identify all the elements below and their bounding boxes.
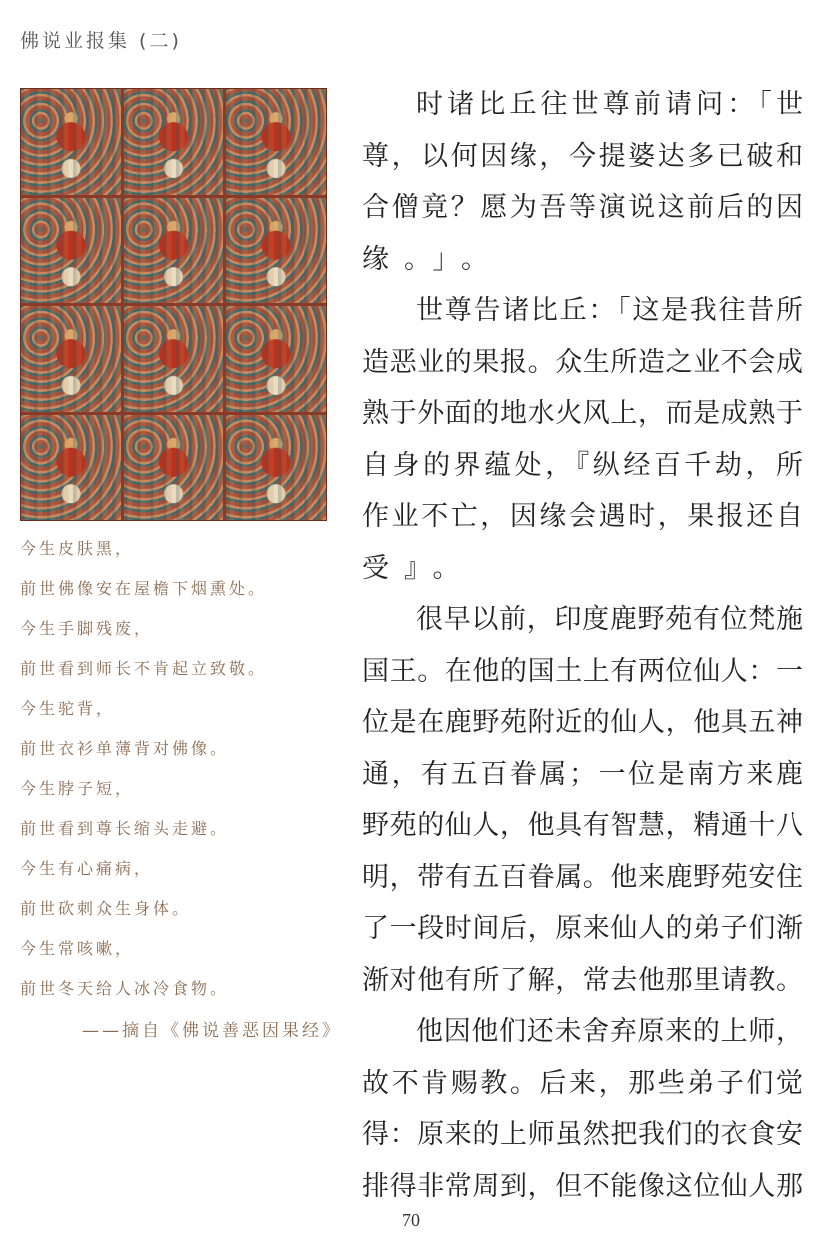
text-line: 世尊告诸比丘：「这是我往昔所 xyxy=(416,295,803,326)
text-line: 得：原来的上师虽然把我们的衣食安 xyxy=(362,1119,803,1150)
text-line: 国王。在他的国土上有两位仙人：一 xyxy=(362,655,803,687)
painting-panel xyxy=(124,306,224,412)
painting-panel xyxy=(124,415,224,521)
caption-source: ——摘自《佛说善恶因果经》 xyxy=(82,1021,342,1041)
text-line: 很早以前，印度鹿野苑有位梵施 xyxy=(416,604,803,635)
caption-line: 今生驼背， xyxy=(20,699,116,718)
painting-panel xyxy=(124,89,224,195)
text-line: 合僧竟？愿为吾等演说这前后的因 xyxy=(362,192,803,223)
painting-panel xyxy=(21,198,121,304)
running-head: 佛说业报集 (二) xyxy=(20,30,182,52)
caption-line: 今生常咳嗽， xyxy=(20,939,135,958)
caption-line: 前世看到尊长缩头走避。 xyxy=(20,819,230,838)
painting-panel xyxy=(21,306,121,412)
text-line: 熟于外面的地水火风上，而是成熟于 xyxy=(362,398,803,429)
text-line: 了一段时间后，原来仙人的弟子们渐 xyxy=(362,913,803,944)
painting-panel xyxy=(21,89,121,195)
buddhist-thangka-painting-image xyxy=(20,88,327,521)
caption-line: 今生有心痛病， xyxy=(20,859,154,878)
body-text xyxy=(362,86,803,1219)
painting-panel xyxy=(124,198,224,304)
text-line: 自身的界蕴处，『纵经百千劫，所 xyxy=(362,449,803,481)
text-line: 他因他们还未舍弃原来的上师， xyxy=(416,1016,803,1047)
text-line: 渐对他有所了解，常去他那里请教。 xyxy=(362,964,803,996)
text-line: 明，带有五百眷属。他来鹿野苑安住 xyxy=(362,861,803,893)
caption-line: 前世砍刺众生身体。 xyxy=(20,899,192,918)
painting-panel xyxy=(226,415,326,521)
caption-line: 前世冬天给人冰冷食物。 xyxy=(20,979,230,998)
painting-panel xyxy=(226,198,326,304)
caption-line: 前世衣衫单薄背对佛像。 xyxy=(20,739,230,758)
caption-line: 前世佛像安在屋檐下烟熏处。 xyxy=(20,579,268,598)
text-line: 作业不亡，因缘会遇时，果报还自 xyxy=(362,501,803,532)
text-line: 排得非常周到，但不能像这位仙人那 xyxy=(362,1170,803,1202)
page-number: 70 xyxy=(402,1210,420,1230)
image-caption xyxy=(20,536,342,1041)
text-line: 尊，以何因缘，今提婆达多已破和 xyxy=(362,140,803,172)
text-line: 受』。 xyxy=(362,552,475,584)
painting-panel xyxy=(226,89,326,195)
text-line: 野苑的仙人，他具有智慧，精通十八 xyxy=(362,810,803,841)
painting-panel xyxy=(226,306,326,412)
text-line: 通，有五百眷属；一位是南方来鹿 xyxy=(362,758,803,790)
painting-panel xyxy=(21,415,121,521)
text-line: 时诸比丘往世尊前请问：「世 xyxy=(416,89,803,120)
text-line: 位是在鹿野苑附近的仙人，他具五神 xyxy=(362,707,803,738)
caption-line: 今生皮肤黑， xyxy=(20,539,135,558)
text-line: 故不肯赐教。后来，那些弟子们觉 xyxy=(362,1067,803,1099)
caption-line: 今生脖子短， xyxy=(20,779,135,798)
caption-line: 今生手脚残废， xyxy=(20,619,154,638)
text-line: 造恶业的果报。众生所造之业不会成 xyxy=(362,346,803,378)
caption-line: 前世看到师长不肯起立致敬。 xyxy=(20,659,268,678)
text-line: 缘。」。 xyxy=(362,243,503,275)
